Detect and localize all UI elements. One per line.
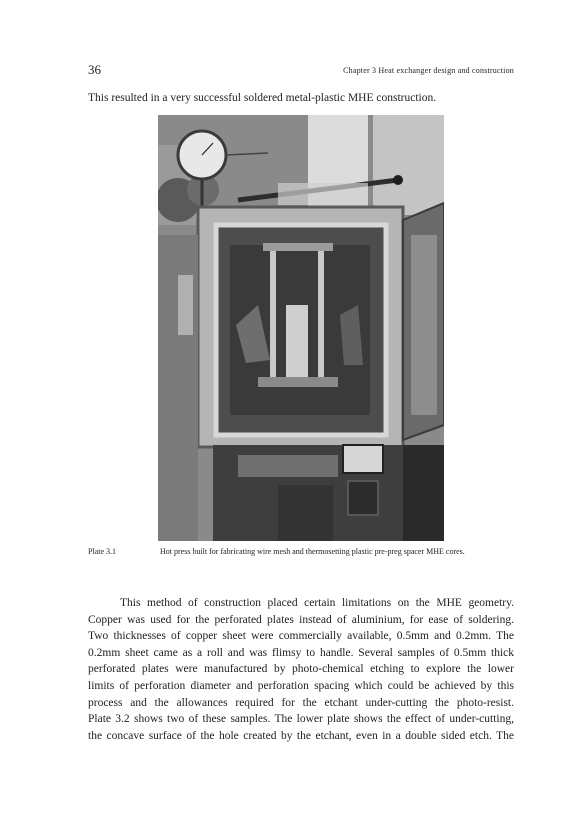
intro-sentence: This resulted in a very successful soldered metal-plastic MHE construction.	[88, 92, 437, 104]
body-line: Plate 3.2 shows two of these samples. The lower plate shows the effect of under-cutting,	[88, 713, 514, 726]
body-line: limits of perforation diameter and perforation spacing which could be achieved by this	[88, 679, 514, 692]
plate-caption: Hot press built for fabricating wire mesh and thermosetting plastic pre-preg spacer MHE cores.	[160, 547, 465, 556]
body-line: Copper was used for the perforated plates instead of aluminium, for ease of soldering.	[88, 613, 514, 626]
body-line: Two thicknesses of copper sheet were commercially available, 0.5mm and 0.2mm. The	[88, 630, 514, 643]
body-line: This method of construction placed certain limitations on the MHE geometry.	[120, 597, 514, 609]
plate-label: Plate 3.1	[88, 547, 116, 556]
page-number: 36	[88, 62, 101, 77]
hot-press-photo	[158, 115, 444, 541]
body-line: 0.2mm sheet came as a roll and was flimsy to handle. Several samples of 0.5mm thick	[88, 646, 514, 659]
body-line: perforated plates were manufactured by photo-chemical etching to explore the lower	[88, 663, 514, 676]
body-line: process and the allowances required for the etchant under-cutting the photo-resist.	[88, 696, 514, 709]
body-paragraph	[88, 595, 514, 744]
body-line: the concave surface of the hole created by the etchant, even in a double sided etch. The	[88, 729, 514, 742]
running-head: Chapter 3 Heat exchanger design and construction	[343, 66, 514, 75]
